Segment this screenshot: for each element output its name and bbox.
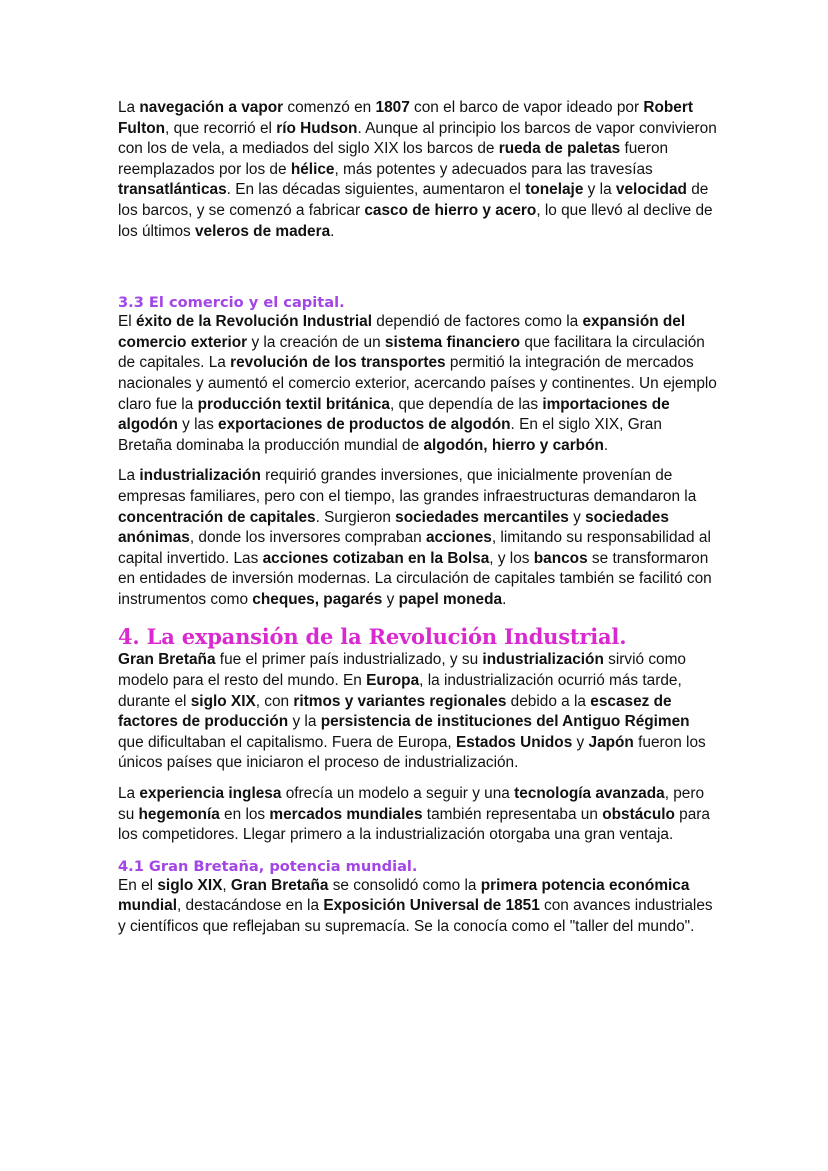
bold-term: importaciones de algodón	[118, 395, 670, 434]
text-run: , pero su	[118, 785, 705, 823]
text-run: . En el siglo XIX, Gran Bretaña dominaba la producción mundial de	[118, 416, 662, 454]
bold-term: escasez de factores de producción	[118, 692, 672, 731]
text-run: La	[118, 785, 140, 803]
bold-term: Europa	[366, 672, 420, 690]
bold-term: producción textil británica	[197, 395, 390, 413]
section-heading-4: 4. La expansión de la Revolución Industrial.	[118, 624, 627, 650]
text-run: , limitando su responsabilidad al capital invertido. Las	[118, 529, 711, 567]
text-run: .	[330, 222, 335, 240]
text-run: . En las décadas siguientes, aumentaron el	[226, 181, 526, 199]
text-run: y la	[288, 713, 321, 731]
bold-term: navegación a vapor	[139, 99, 284, 116]
bold-term: Robert Fulton	[118, 99, 693, 137]
text-run: y las	[177, 416, 219, 434]
bold-term: hélice	[290, 160, 335, 178]
bold-term: primera potencia económica mundial	[118, 876, 690, 915]
text-run: y la	[583, 181, 616, 199]
paragraph-english-experience	[118, 784, 718, 846]
text-run: permitió la integración de mercados nacionales y aumentó el comercio exterior, acercando países y continentes. Un ejemplo claro fue la	[118, 354, 717, 413]
bold-term: exportaciones de productos de algodón	[218, 416, 511, 434]
bold-term: siglo XIX	[190, 692, 256, 710]
bold-term: bancos	[533, 549, 588, 567]
text-run: debido a la	[506, 692, 591, 710]
bold-term: persistencia de instituciones del Antiguo Régimen	[320, 713, 690, 731]
text-run: de los barcos, y se comenzó a fabricar	[118, 181, 709, 219]
section-heading-4-1: 4.1 Gran Bretaña, potencia mundial.	[118, 857, 418, 875]
text-run: comenzó en	[283, 99, 376, 116]
bold-term: revolución de los transportes	[230, 354, 446, 372]
text-run: ofrecía un modelo a seguir y una	[281, 785, 515, 803]
text-run: .	[603, 436, 609, 454]
bold-term: hegemonía	[138, 805, 220, 823]
text-run: con el barco de vapor ideado por	[409, 99, 644, 116]
bold-term: rueda de paletas	[498, 140, 621, 158]
text-run: sirvió como modelo para el resto del mundo. En	[118, 651, 686, 690]
section-heading-3-3: 3.3 El comercio y el capital.	[118, 294, 345, 312]
bold-term: tonelaje	[525, 181, 584, 199]
bold-term: Exposición Universal de 1851	[323, 897, 540, 915]
bold-term: Gran Bretaña	[118, 651, 216, 669]
text-run: requirió grandes inversiones, que inicialmente provenían de empresas familiares, pero con el tiempo, las grandes infraestructuras demandaron la	[118, 467, 697, 505]
bold-term: concentración de capitales	[118, 508, 316, 526]
bold-term: experiencia inglesa	[139, 785, 282, 803]
text-run: , la industrialización ocurrió más tarde, durante el	[118, 672, 682, 710]
bold-term: expansión del comercio exterior	[118, 313, 686, 351]
text-run: que facilitara la circulación de capitales. La	[118, 333, 705, 372]
text-run: El	[118, 313, 136, 331]
text-run: y	[572, 733, 589, 751]
text-run: ,	[222, 876, 231, 894]
text-run: La	[118, 99, 140, 116]
text-run: fueron los únicos países que iniciaron el proceso de industrialización.	[118, 733, 706, 772]
bold-term: velocidad	[615, 181, 687, 199]
bold-term: obstáculo	[602, 805, 675, 823]
paragraph-trade	[118, 312, 718, 456]
text-run: .	[502, 590, 507, 608]
text-run: En el	[118, 876, 158, 894]
page-content	[118, 98, 718, 938]
text-run: que dificultaban el capitalismo. Fuera de Europa,	[118, 733, 456, 751]
bold-term: algodón, hierro y carbón	[423, 436, 604, 454]
text-run: . Surgieron	[315, 508, 396, 526]
text-run: , donde los inversores compraban	[189, 529, 426, 547]
text-run: dependió de factores como la	[372, 313, 583, 331]
text-run: fueron reemplazados por los de	[118, 140, 669, 178]
bold-term: transatlánticas	[118, 181, 227, 199]
text-run: se consolidó como la	[328, 876, 481, 894]
bold-term: industrialización	[139, 467, 261, 485]
bold-term: sociedades mercantiles	[395, 508, 569, 526]
paragraph-world-power	[118, 876, 718, 938]
bold-term: ritmos y variantes regionales	[293, 692, 507, 710]
bold-term: acciones	[425, 529, 492, 547]
text-run: y	[568, 508, 586, 526]
bold-term: éxito de la Revolución Industrial	[135, 313, 373, 331]
text-run: , lo que llevó al declive de los últimos	[118, 201, 713, 240]
bold-term: Estados Unidos	[455, 733, 573, 751]
text-run: con avances industriales y científicos que reflejaban su supremacía. Se la conocía como el "taller del mundo".	[118, 897, 713, 935]
bold-term: sociedades anónimas	[118, 508, 669, 547]
text-run: se transformaron en entidades de inversión modernas. La circulación de capitales también se facilitó con instrumentos como	[118, 549, 712, 608]
bold-term: sistema financiero	[384, 333, 521, 351]
bold-term: papel moneda	[398, 590, 503, 608]
text-run: en los	[219, 805, 270, 823]
text-run: para los competidores. Llegar primero a la industrialización otorgaba una gran ventaja.	[118, 805, 710, 844]
text-run: fue el primer país industrializado, y su	[215, 651, 483, 669]
bold-term: Gran Bretaña	[230, 876, 329, 894]
bold-term: veleros de madera	[194, 222, 331, 240]
paragraph-expansion	[118, 650, 718, 774]
text-run: también representaba un	[422, 805, 603, 823]
text-run: . Aunque al principio los barcos de vapor convivieron con los de vela, a mediados del siglo XIX los barcos de	[118, 119, 717, 158]
bold-term: mercados mundiales	[269, 805, 423, 823]
bold-term: casco de hierro y acero	[364, 201, 537, 219]
text-run: , destacándose en la	[177, 897, 324, 915]
bold-term: industrialización	[482, 651, 604, 669]
bold-term: cheques, pagarés	[252, 590, 383, 608]
text-run: , que dependía de las	[389, 395, 543, 413]
paragraph-steam-navigation	[118, 98, 718, 242]
text-run: y	[382, 590, 399, 608]
text-run: y la creación de un	[247, 333, 385, 351]
bold-term: 1807	[375, 99, 410, 116]
text-run: , con	[255, 692, 294, 710]
bold-term: río Hudson	[276, 119, 358, 137]
text-run: , más potentes y adecuados para las travesías	[334, 160, 653, 178]
paragraph-capital	[118, 466, 718, 610]
bold-term: Japón	[588, 733, 634, 751]
text-run: , y los	[489, 549, 534, 567]
bold-term: tecnología avanzada	[514, 785, 665, 803]
bold-term: acciones cotizaban en la Bolsa	[262, 549, 490, 567]
text-run: , que recorrió el	[165, 119, 277, 137]
text-run: La	[118, 467, 140, 485]
bold-term: siglo XIX	[157, 876, 223, 894]
